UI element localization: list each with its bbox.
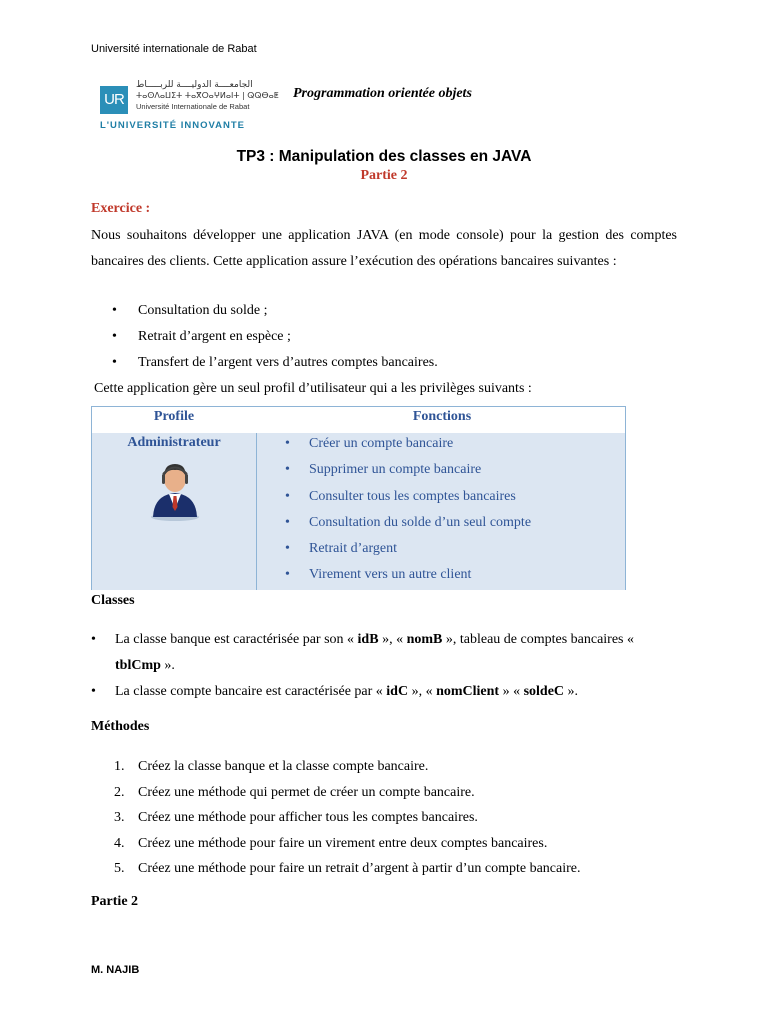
list-item: 5. Créez une méthode pour faire un retrait d’argent à partir d’un compte bancaire. (114, 861, 581, 876)
header-fonctions: Fonctions (412, 409, 472, 424)
operations-list (112, 298, 438, 376)
list-item: • Consultation du solde ; (112, 303, 268, 318)
column-divider (256, 433, 257, 590)
table-row (92, 433, 625, 590)
logo-tagline: L'UNIVERSITÉ INNOVANTE (100, 120, 245, 131)
partie2-heading: Partie 2 (91, 894, 139, 909)
list-item: • Consulter tous les comptes bancaires (285, 488, 516, 504)
exercise-intro: Nous souhaitons développer une application JAVA (en mode console) pour la gestion des comptes bancaires des clients. Cette application assure l’exécution des opérations bancaires suivantes : (91, 228, 677, 269)
list-item: • Créer un compte bancaire (285, 436, 454, 451)
university-logo (100, 80, 279, 132)
document-part: Partie 2 (360, 168, 408, 183)
class-banque-description: La classe banque est caractérisée par son « idB », « nomB », tableau de comptes bancaires « tblCmp ». (115, 632, 635, 673)
functions-list (285, 433, 531, 591)
methodes-list (114, 754, 580, 882)
list-item: • Retrait d’argent en espèce ; (112, 329, 291, 344)
profile-name: Administrateur (127, 435, 221, 450)
list-item: • Supprimer un compte bancaire (285, 462, 482, 478)
logo-name: Université Internationale de Rabat (136, 102, 250, 111)
list-item: 2. Créez une méthode qui permet de créer un compte bancaire. (114, 784, 475, 800)
course-title: Programmation orientée objets (293, 86, 472, 101)
logo-tifinagh: ⵜⴰⵙⴷⴰⵡⵉⵜ ⵜⴰⴳⵔⴰⵖⵍⴰⵏⵜ | ⵕⵕⴱⴰⵟ (136, 91, 279, 100)
class-compte-description: La classe compte bancaire est caractérisée par « idC », « nomClient » « soldeC ». (115, 684, 579, 699)
list-item: • Consultation du solde d’un seul compte (285, 514, 532, 530)
list-item: 4. Créez une méthode pour faire un virement entre deux comptes bancaires. (114, 835, 548, 851)
classes-heading: Classes (91, 593, 135, 608)
list-item: • Transfert de l’argent vers d’autres comptes bancaires. (112, 355, 438, 370)
list-item: 3. Créez une méthode pour afficher tous les comptes bancaires. (114, 810, 478, 825)
header-profile: Profile (153, 409, 195, 424)
logo-initials: UR (100, 86, 128, 114)
classes-list (91, 627, 651, 705)
list-item: • Virement vers un autre client (285, 567, 472, 583)
administrator-avatar-icon (148, 459, 202, 521)
footer-author: M. NAJIB (91, 964, 140, 976)
logo-arabic: الجامعــــة الدوليــــة للربـــــاط (136, 80, 253, 90)
header-university: Université internationale de Rabat (91, 43, 257, 55)
profile-table (91, 406, 626, 590)
methodes-heading: Méthodes (91, 719, 150, 734)
list-item: • La classe banque est caractérisée par son « idB », « nomB », tableau de comptes bancaires « tblCmp ». (91, 627, 651, 678)
table-header (92, 407, 625, 434)
list-item: • Retrait d’argent (285, 541, 397, 557)
document-title: TP3 : Manipulation des classes en JAVA (236, 148, 532, 165)
list-item: 1. Créez la classe banque et la classe compte bancaire. (114, 759, 429, 774)
list-item: • La classe compte bancaire est caractérisée par « idC », « nomClient » « soldeC ». (91, 679, 651, 705)
exercise-label: Exercice : (91, 201, 151, 216)
privileges-intro: Cette application gère un seul profil d’utilisateur qui a les privilèges suivants : (94, 381, 532, 396)
